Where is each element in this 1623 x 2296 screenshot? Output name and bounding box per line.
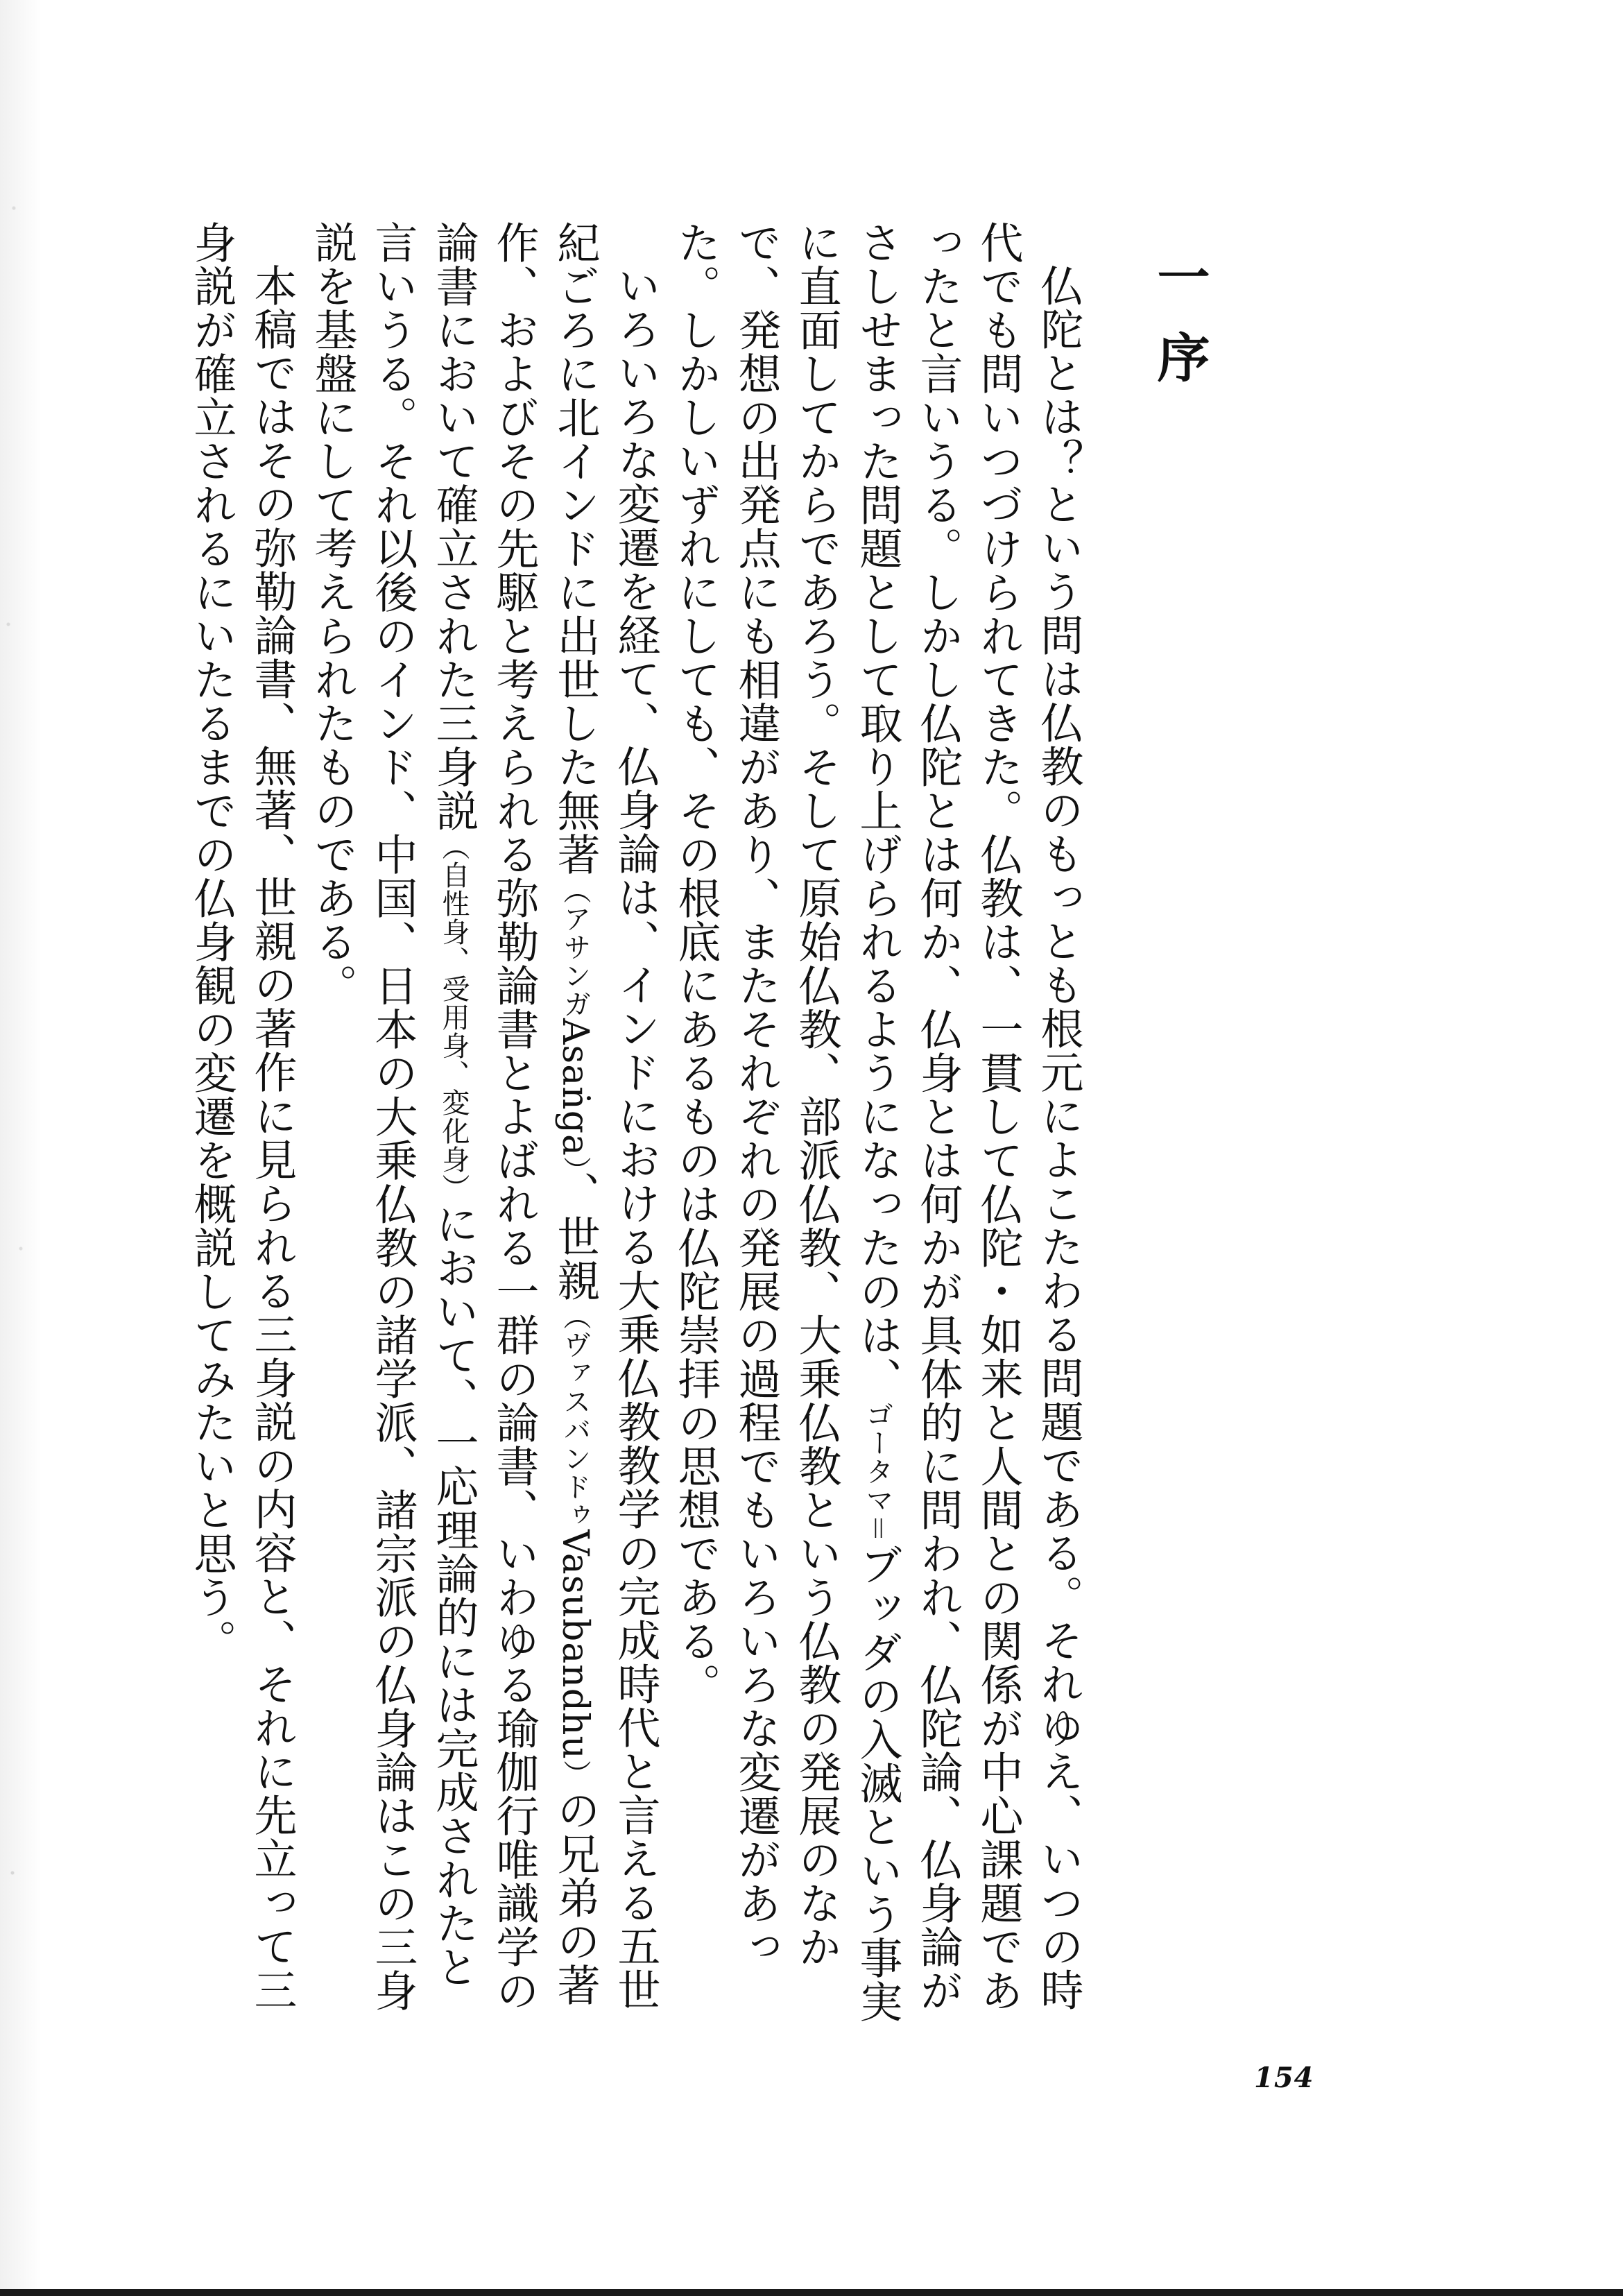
paragraph-2-part-d: において、一応理論的には完成されたと言いうる。それ以後のインド、中国、日本の大乗仏教の諸学派、諸宗派の仏身論はこの三身説を基盤にして考えられたものである。 (307, 221, 479, 2012)
body-text (187, 221, 1089, 2024)
scan-edge-shading (0, 0, 42, 2296)
section-heading (1131, 250, 1228, 472)
paragraph-2-part-b: 、世親 (550, 1171, 601, 1303)
vasubandhu-close: ） (559, 1760, 591, 1789)
asanga-close: ） (559, 1156, 591, 1172)
asanga-latin: Asaṅga (554, 1018, 596, 1157)
paragraph-3-text: 本稿ではその弥勒論書、無著、世親の著作に見られる三身説の内容と、それに先立って三身説が確立されるにいたるまでの仏身観の変遷を概説してみたいと思う。 (187, 221, 298, 2012)
paragraph-1-tail: ブッダの入滅という事実に直面してからであろう。そして原始仏教、部派仏教、大乗仏教という仏教の発展のなかで、発想の出発点にも相違があり、またそれぞれの発展の過程でもいろいろな変遷があった。しかしいずれにしても、その根底にあるものは仏陀崇拝の思想である。 (671, 221, 903, 2023)
gotama-ruby-text: ゴータマ＝ (861, 1400, 893, 1543)
paragraph-3 (182, 221, 302, 2024)
paragraph-1 (666, 221, 1089, 2024)
paragraph-2-part-c: の兄弟の著作、およびその先駆と考えられる弥勒論書とよばれる一群の論書、いわゆる瑜伽行唯識学の論書において確立された三身説 (429, 221, 601, 2012)
section-number: 一 (1149, 250, 1210, 330)
section-title: 序 (1149, 330, 1210, 411)
bottom-rule (0, 2289, 1623, 2296)
paragraph-1-text: 仏陀とは？という問は仏教のもっとも根元によこたわる問題である。それゆえ、いつの時代でも問いつづけられてきた。仏教は、一貫して仏陀・如来と人間との関係が中心課題であったと言いうる。しかし仏陀とは何か、仏身とは何かが具体的に問われ、仏陀論、仏身論がさしせまった問題として取り上げられるようになったのは、 (852, 221, 1084, 2012)
paragraph-2-part-a: いろいろな変遷を経て、仏身論は、インドにおける大乗仏教教学の完成時代と言える五世紀ごろに北インドに出世した無著 (550, 221, 661, 2012)
paragraph-2 (302, 221, 666, 2024)
vasubandhu-kana: （ヴァスバンドゥ (559, 1302, 591, 1530)
page-number: 154 (1254, 2062, 1314, 2094)
three-bodies-note: （自性身、受用身、変化身） (438, 832, 470, 1202)
asanga-kana: （アサンガ (559, 876, 591, 1018)
vasubandhu-latin: Vasubandhu (554, 1530, 596, 1760)
